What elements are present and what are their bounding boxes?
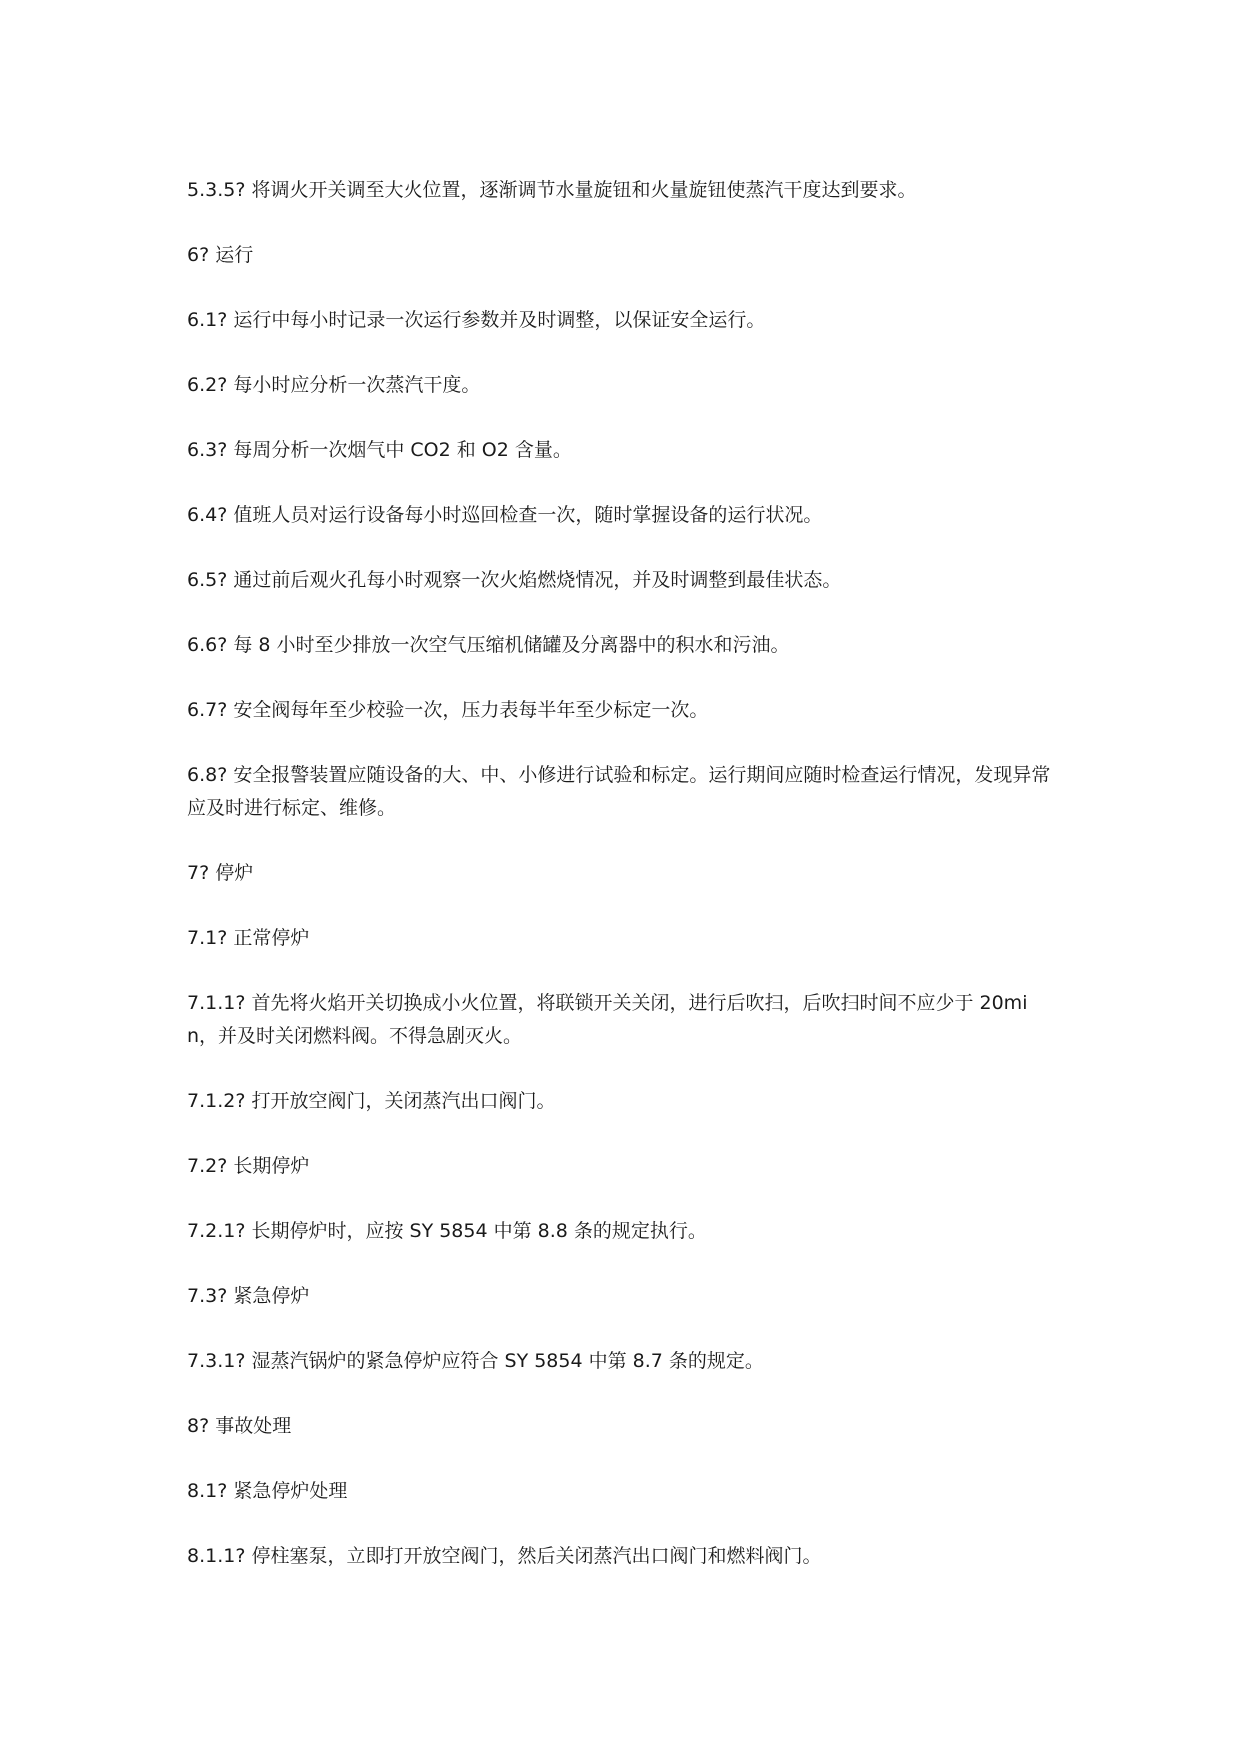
- paragraph-7-1-1: 7.1.1? 首先将火焰开关切换成小火位置，将联锁开关关闭，进行后吹扫，后吹扫时间不应少于 20min，并及时关闭燃料阀。不得急剧灭火。: [187, 992, 1028, 1047]
- paragraph-6-4: 6.4? 值班人员对运行设备每小时巡回检查一次，随时掌握设备的运行状况。: [187, 504, 823, 526]
- subsection-heading-8-1: 8.1? 紧急停炉处理: [187, 1480, 348, 1502]
- section-heading-7: 7? 停炉: [187, 862, 254, 884]
- paragraph-6-5: 6.5? 通过前后观火孔每小时观察一次火焰燃烧情况，并及时调整到最佳状态。: [187, 569, 842, 591]
- paragraph-6-1: 6.1? 运行中每小时记录一次运行参数并及时调整，以保证安全运行。: [187, 309, 766, 331]
- subsection-heading-7-2: 7.2? 长期停炉: [187, 1155, 310, 1177]
- paragraph-7-1-2: 7.1.2? 打开放空阀门，关闭蒸汽出口阀门。: [187, 1090, 556, 1112]
- section-heading-8: 8? 事故处理: [187, 1415, 292, 1437]
- section-heading-6: 6? 运行: [187, 244, 254, 266]
- paragraph-6-8: 6.8? 安全报警装置应随设备的大、中、小修进行试验和标定。运行期间应随时检查运行情况，发现异常应及时进行标定、维修。: [187, 764, 1051, 819]
- document-body: [187, 174, 1057, 1605]
- subsection-heading-7-3: 7.3? 紧急停炉: [187, 1285, 310, 1307]
- paragraph-6-6: 6.6? 每 8 小时至少排放一次空气压缩机储罐及分离器中的积水和污油。: [187, 634, 790, 656]
- subsection-heading-7-1: 7.1? 正常停炉: [187, 927, 310, 949]
- paragraph-8-1-1: 8.1.1? 停柱塞泵，立即打开放空阀门，然后关闭蒸汽出口阀门和燃料阀门。: [187, 1545, 822, 1567]
- paragraph-6-3: 6.3? 每周分析一次烟气中 CO2 和 O2 含量。: [187, 439, 572, 461]
- paragraph-7-3-1: 7.3.1? 湿蒸汽锅炉的紧急停炉应符合 SY 5854 中第 8.7 条的规定。: [187, 1350, 764, 1372]
- paragraph-6-7: 6.7? 安全阀每年至少校验一次，压力表每半年至少标定一次。: [187, 699, 709, 721]
- paragraph-6-2: 6.2? 每小时应分析一次蒸汽干度。: [187, 374, 481, 396]
- paragraph-7-2-1: 7.2.1? 长期停炉时，应按 SY 5854 中第 8.8 条的规定执行。: [187, 1220, 707, 1242]
- paragraph-5-3-5: 5.3.5? 将调火开关调至大火位置，逐渐调节水量旋钮和火量旋钮使蒸汽干度达到要求。: [187, 179, 917, 201]
